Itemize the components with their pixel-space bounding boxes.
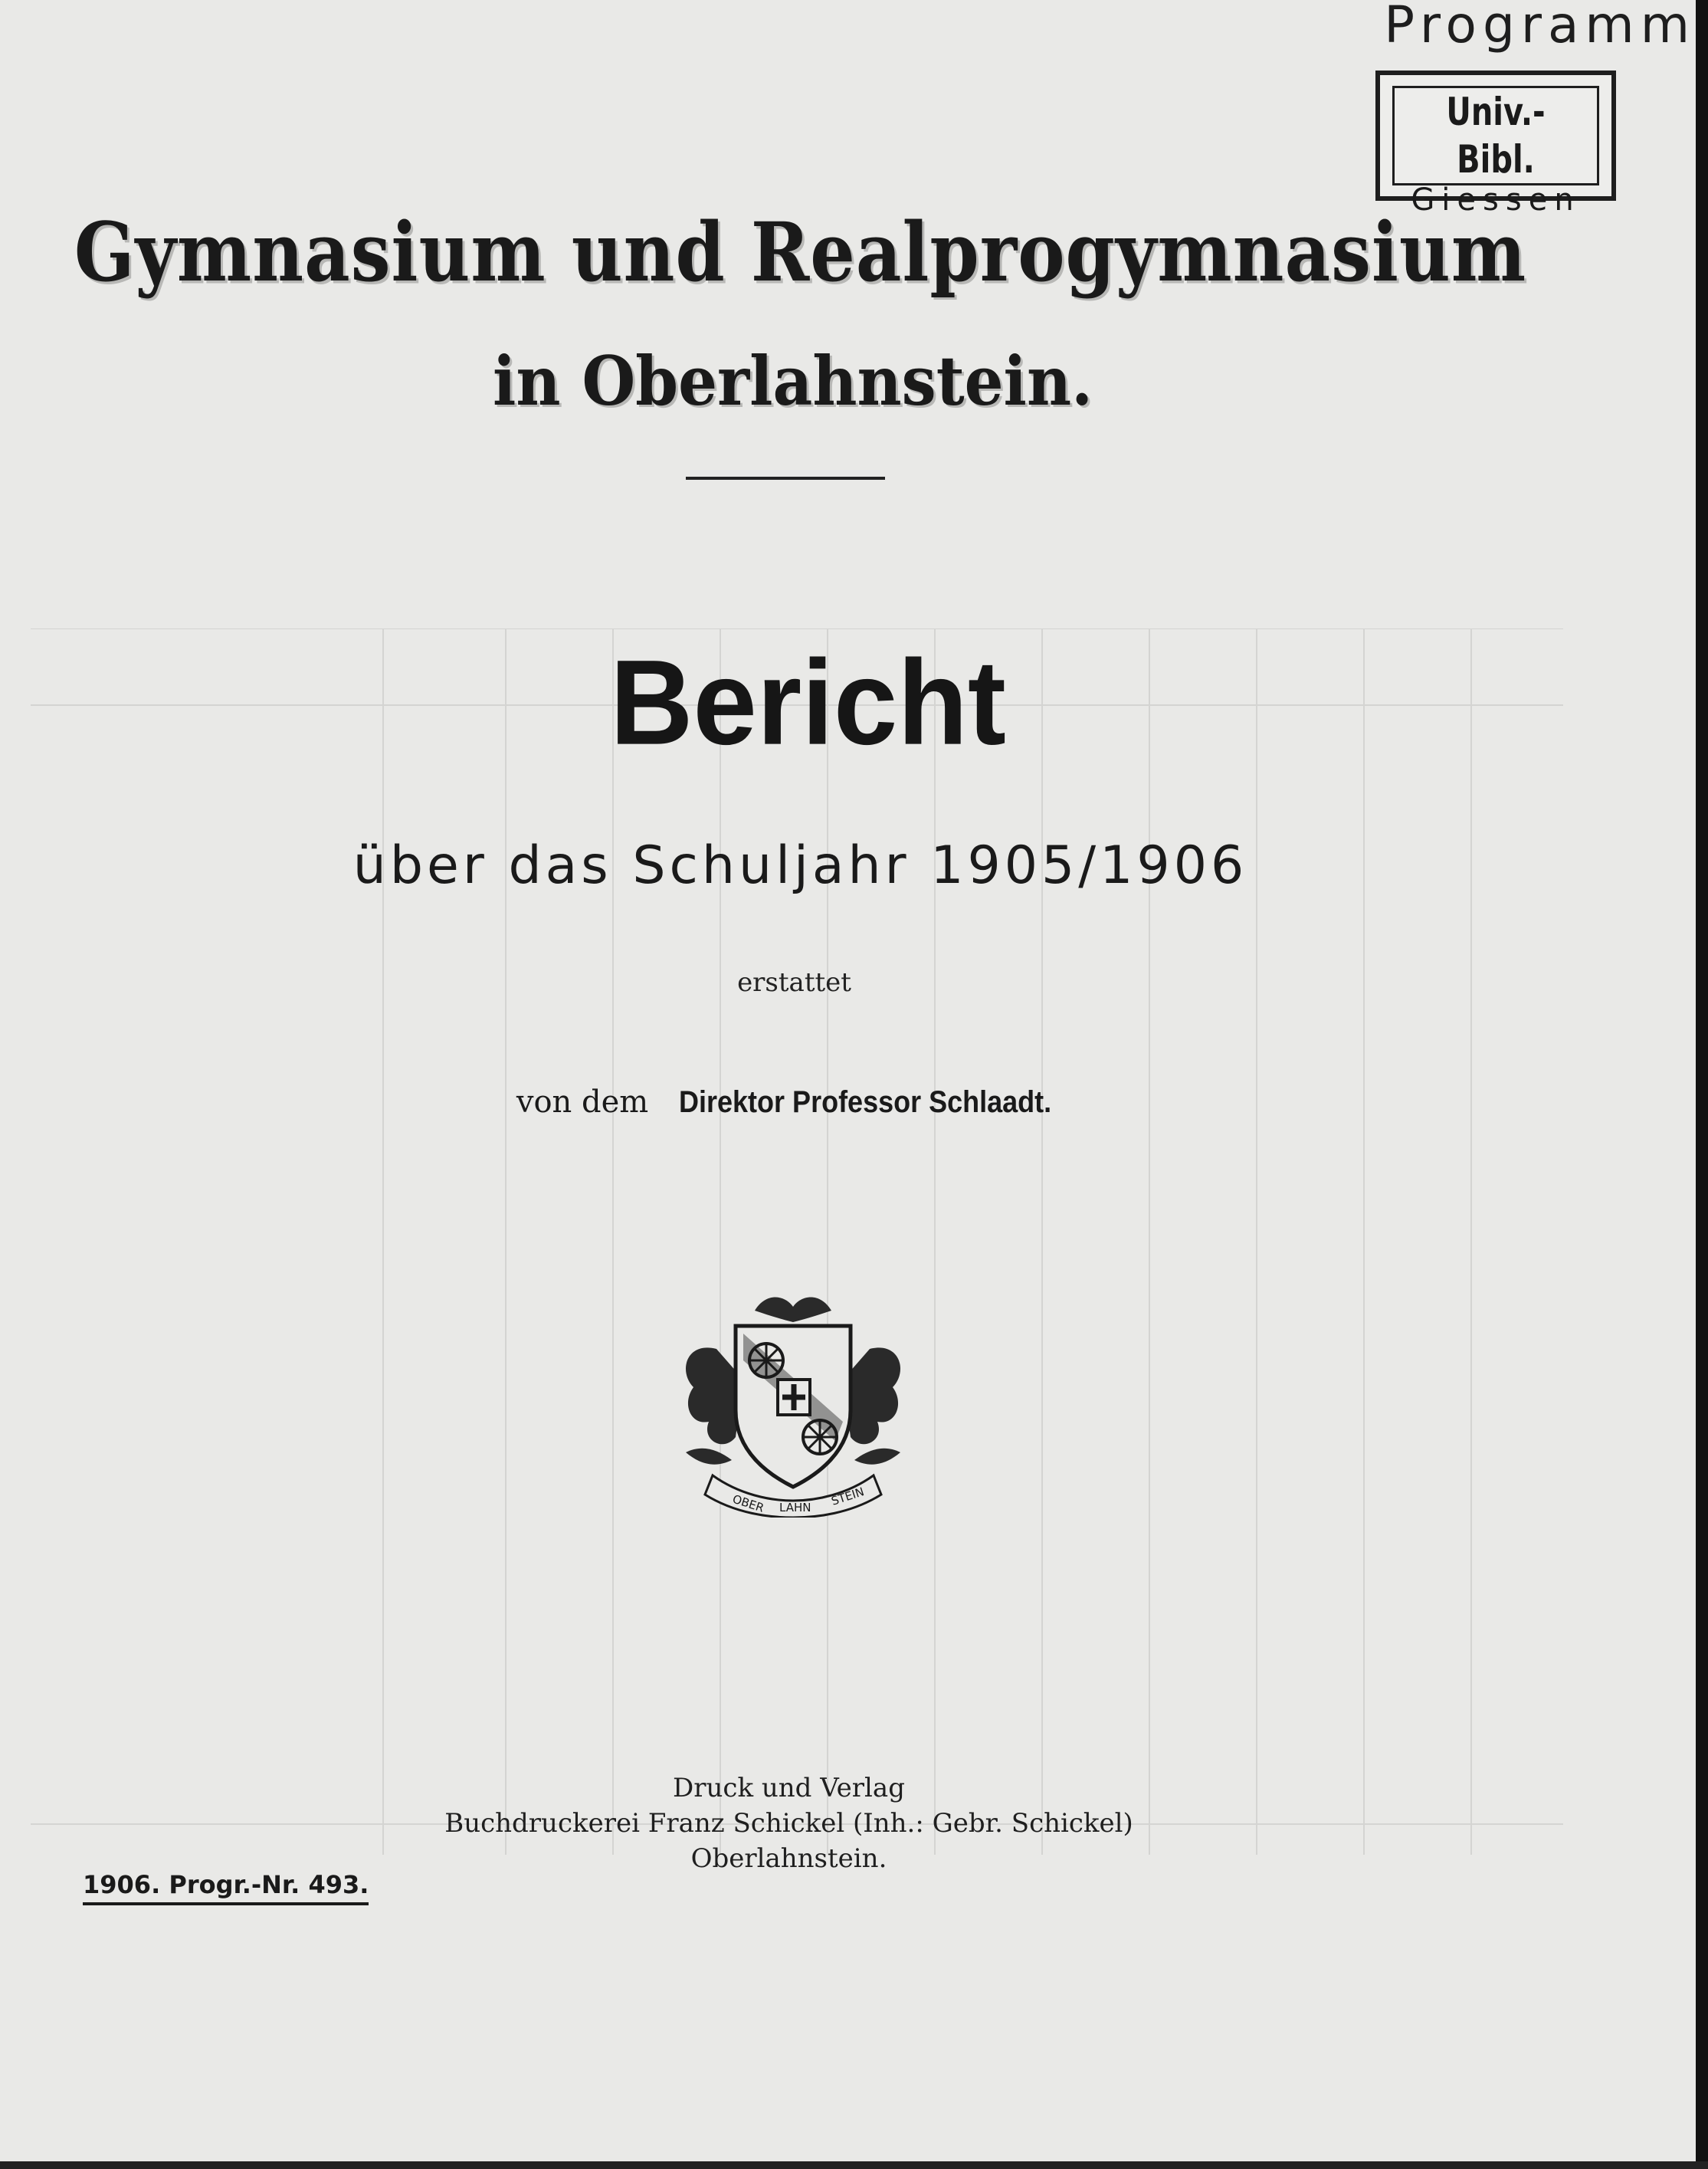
report-author	[0, 1084, 1648, 1120]
title-divider	[686, 477, 885, 480]
program-number: 1906. Progr.-Nr. 493.	[83, 1870, 369, 1905]
scan-edge-bottom	[0, 2161, 1708, 2169]
bleed-through-table	[31, 628, 1563, 1855]
program-stamp: Programm	[1384, 0, 1696, 54]
report-heading: Bericht	[610, 634, 1006, 770]
library-stamp-line1: Univ.-Bibl.	[1446, 90, 1546, 182]
library-stamp	[1375, 71, 1616, 218]
submitted-label: erstattet	[737, 967, 851, 998]
crest-banner-right: STEIN	[829, 1485, 866, 1508]
library-stamp-line2: Giessen	[1411, 182, 1581, 218]
author-name: Direktor Professor Schlaadt.	[678, 1085, 1052, 1119]
crest-banner-left: OBER	[730, 1491, 766, 1515]
coat-of-arms-icon	[670, 1288, 916, 1518]
report-subtitle: über das Schuljahr 1905/1906	[352, 835, 1248, 896]
publisher-line3: Oberlahnstein.	[690, 1843, 887, 1874]
publisher-line2: Buchdruckerei Franz Schickel (Inh.: Gebr. Schickel)	[444, 1808, 1133, 1839]
publisher-line1: Druck und Verlag	[673, 1773, 905, 1803]
school-title: Gymnasium und Realprogymnasium	[74, 204, 1527, 300]
publisher-block	[0, 1770, 1643, 1876]
crest-banner-middle: LAHN	[779, 1501, 811, 1514]
author-prefix: von dem	[516, 1084, 649, 1120]
school-location: in Oberlahnstein.	[493, 341, 1093, 421]
scan-edge-right	[1696, 0, 1708, 2169]
